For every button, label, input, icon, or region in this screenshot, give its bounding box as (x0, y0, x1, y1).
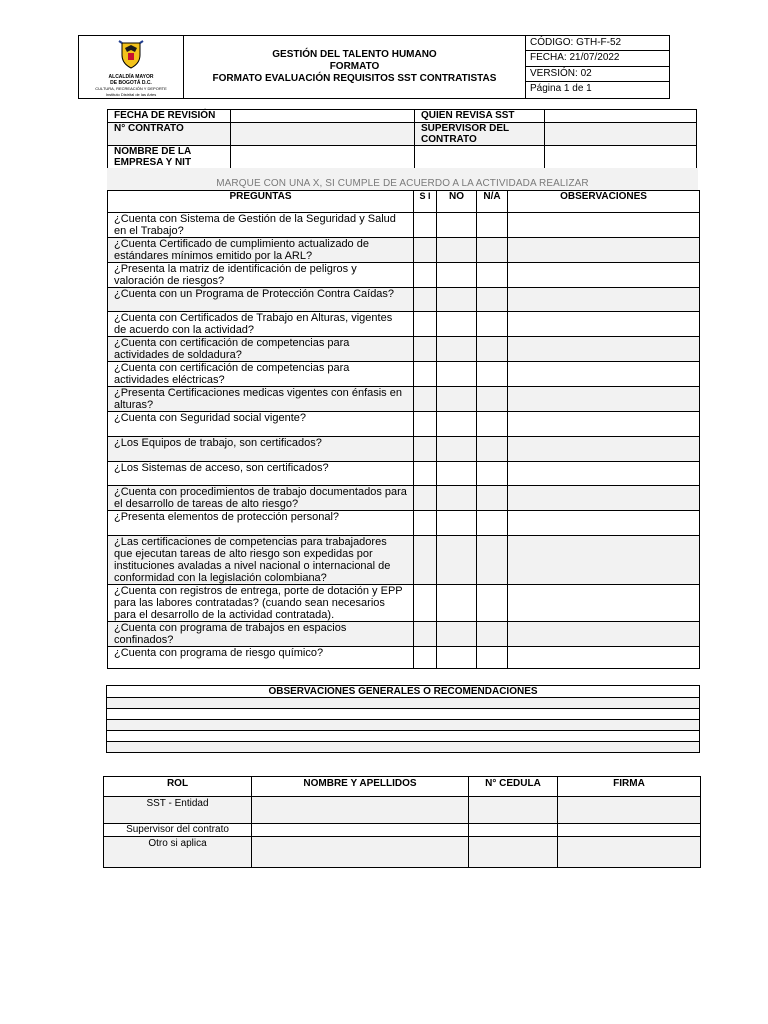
question-text: ¿Cuenta con Certificados de Trabajo en Alturas, vigentes de acuerdo con la actividad? (108, 312, 414, 337)
logo-text: ALCALDÍA MAYOR DE BOGOTÁ D.C. CULTURA, RECREACIÓN Y DEPORTE Instituto Distrital de las Artes (95, 74, 167, 97)
logo-cell (79, 36, 184, 99)
answer-na[interactable] (477, 622, 508, 647)
answer-na[interactable] (477, 511, 508, 536)
signature-field[interactable] (558, 797, 701, 824)
observation-line[interactable] (107, 731, 700, 742)
answer-si[interactable] (414, 412, 437, 437)
instruction-banner: MARQUE CON UNA X, SI CUMPLE DE ACUERDO A LA ACTIVIDADA REALIZAR (107, 168, 698, 190)
answer-no[interactable] (437, 288, 477, 312)
observation-field[interactable] (508, 585, 700, 622)
question-text: ¿Cuenta con procedimientos de trabajo documentados para el desarrollo de tareas de alto riesgo? (108, 486, 414, 511)
answer-na[interactable] (477, 213, 508, 238)
header-firma: FIRMA (558, 777, 701, 797)
id-field[interactable] (469, 837, 558, 868)
header-rol: ROL (104, 777, 252, 797)
id-field[interactable] (469, 824, 558, 837)
observation-field[interactable] (508, 387, 700, 412)
question-text: ¿Las certificaciones de competencias para trabajadores que ejecutan tareas de alto riesgo son expedidas por instituciones avaladas a nivel nacional o internacional de conformidad con la legislación colombiana? (108, 536, 414, 585)
role-label: Supervisor del contrato (104, 824, 252, 837)
date-label: FECHA: 21/07/2022 (526, 51, 670, 66)
header-no: NO (437, 191, 477, 213)
general-observations-table (106, 685, 700, 753)
observation-field[interactable] (508, 362, 700, 387)
code-label: CÓDIGO: GTH-F-52 (526, 36, 670, 51)
header-na: N/A (477, 191, 508, 213)
answer-na[interactable] (477, 412, 508, 437)
answer-si[interactable] (414, 362, 437, 387)
answer-si[interactable] (414, 288, 437, 312)
answer-si[interactable] (414, 312, 437, 337)
question-text: ¿Cuenta con Seguridad social vigente? (108, 412, 414, 437)
review-date-field[interactable] (231, 110, 415, 123)
question-text: ¿Cuenta con programa de riesgo químico? (108, 647, 414, 669)
answer-si[interactable] (414, 511, 437, 536)
review-date-label: FECHA DE REVISIÓN (108, 110, 231, 123)
observation-field[interactable] (508, 437, 700, 462)
supervisor-field[interactable] (545, 123, 697, 146)
question-text: ¿Presenta elementos de protección personal? (108, 511, 414, 536)
name-field[interactable] (252, 797, 469, 824)
observation-field[interactable] (508, 511, 700, 536)
question-text: ¿Presenta la matriz de identificación de peligros y valoración de riesgos? (108, 263, 414, 288)
answer-si[interactable] (414, 647, 437, 669)
supervisor-label: SUPERVISOR DEL CONTRATO (415, 123, 545, 146)
answer-na[interactable] (477, 387, 508, 412)
answer-si[interactable] (414, 486, 437, 511)
answer-no[interactable] (437, 536, 477, 585)
observation-field[interactable] (508, 412, 700, 437)
answer-no[interactable] (437, 362, 477, 387)
version-label: VERSIÓN: 02 (526, 66, 670, 81)
observation-field[interactable] (508, 263, 700, 288)
signature-field[interactable] (558, 837, 701, 868)
company-field[interactable] (231, 146, 415, 169)
answer-na[interactable] (477, 263, 508, 288)
answer-no[interactable] (437, 312, 477, 337)
name-field[interactable] (252, 824, 469, 837)
answer-na[interactable] (477, 462, 508, 486)
answer-si[interactable] (414, 337, 437, 362)
answer-no[interactable] (437, 412, 477, 437)
observation-line[interactable] (107, 720, 700, 731)
question-text: ¿Presenta Certificaciones medicas vigentes con énfasis en alturas? (108, 387, 414, 412)
question-text: ¿Cuenta con Sistema de Gestión de la Seguridad y Salud en el Trabajo? (108, 213, 414, 238)
question-text: ¿Cuenta con registros de entrega, porte de dotación y EPP para las labores contratadas? (cuando sean necesarios para el desarrollo de la actividad contratada). (108, 585, 414, 622)
answer-no[interactable] (437, 337, 477, 362)
header-nombre: NOMBRE Y APELLIDOS (252, 777, 469, 797)
header-si: S I (414, 191, 437, 213)
answer-no[interactable] (437, 622, 477, 647)
reviewer-field[interactable] (545, 110, 697, 123)
observation-line[interactable] (107, 698, 700, 709)
observation-field[interactable] (508, 238, 700, 263)
observation-field[interactable] (508, 337, 700, 362)
role-label: SST - Entidad (104, 797, 252, 824)
signatures-table (103, 776, 701, 868)
observation-field[interactable] (508, 312, 700, 337)
question-text: ¿Los Equipos de trabajo, son certificados? (108, 437, 414, 462)
contract-number-field[interactable] (231, 123, 415, 146)
answer-na[interactable] (477, 288, 508, 312)
answer-no[interactable] (437, 647, 477, 669)
answer-no[interactable] (437, 213, 477, 238)
answer-no[interactable] (437, 387, 477, 412)
answer-si[interactable] (414, 437, 437, 462)
bogota-coat-of-arms-icon (116, 40, 146, 70)
answer-na[interactable] (477, 486, 508, 511)
reviewer-label: QUIEN REVISA SST (415, 110, 545, 123)
question-text: ¿Cuenta con certificación de competencias para actividades de soldadura? (108, 337, 414, 362)
header-observaciones: OBSERVACIONES (508, 191, 700, 213)
signature-field[interactable] (558, 824, 701, 837)
page-number: Página 1 de 1 (526, 82, 670, 99)
answer-no[interactable] (437, 238, 477, 263)
observation-line[interactable] (107, 742, 700, 753)
answer-na[interactable] (477, 238, 508, 263)
document-title: GESTIÓN DEL TALENTO HUMANO FORMATO FORMATO EVALUACIÓN REQUISITOS SST CONTRATISTAS (184, 36, 526, 99)
empty-cell (545, 146, 697, 169)
observation-line[interactable] (107, 709, 700, 720)
question-text: ¿Cuenta Certificado de cumplimiento actualizado de estándares mínimos emitido por la ARL? (108, 238, 414, 263)
review-info-table (107, 109, 697, 169)
answer-si[interactable] (414, 238, 437, 263)
answer-no[interactable] (437, 486, 477, 511)
answer-na[interactable] (477, 312, 508, 337)
answer-na[interactable] (477, 647, 508, 669)
contract-number-label: N° CONTRATO (108, 123, 231, 146)
general-observations-title: OBSERVACIONES GENERALES O RECOMENDACIONES (107, 686, 700, 698)
question-text: ¿Cuenta con certificación de competencias para actividades eléctricas? (108, 362, 414, 387)
answer-na[interactable] (477, 585, 508, 622)
answer-no[interactable] (437, 437, 477, 462)
answer-si[interactable] (414, 213, 437, 238)
answer-no[interactable] (437, 511, 477, 536)
observation-field[interactable] (508, 486, 700, 511)
observation-field[interactable] (508, 288, 700, 312)
answer-si[interactable] (414, 622, 437, 647)
observation-field[interactable] (508, 647, 700, 669)
answer-no[interactable] (437, 462, 477, 486)
observation-field[interactable] (508, 536, 700, 585)
id-field[interactable] (469, 797, 558, 824)
answer-no[interactable] (437, 263, 477, 288)
answer-na[interactable] (477, 437, 508, 462)
question-text: ¿Cuenta con programa de trabajos en espacios confinados? (108, 622, 414, 647)
answer-na[interactable] (477, 536, 508, 585)
header-preguntas: PREGUNTAS (108, 191, 414, 213)
name-field[interactable] (252, 837, 469, 868)
answer-si[interactable] (414, 462, 437, 486)
answer-no[interactable] (437, 585, 477, 622)
answer-na[interactable] (477, 362, 508, 387)
answer-si[interactable] (414, 536, 437, 585)
questions-table (107, 190, 700, 669)
document-header (78, 35, 670, 99)
answer-na[interactable] (477, 337, 508, 362)
header-cedula: N° CEDULA (469, 777, 558, 797)
observation-field[interactable] (508, 213, 700, 238)
observation-field[interactable] (508, 622, 700, 647)
question-text: ¿Los Sistemas de acceso, son certificados? (108, 462, 414, 486)
role-label: Otro si aplica (104, 837, 252, 868)
empty-cell (415, 146, 545, 169)
question-text: ¿Cuenta con un Programa de Protección Contra Caídas? (108, 288, 414, 312)
answer-si[interactable] (414, 585, 437, 622)
answer-si[interactable] (414, 387, 437, 412)
observation-field[interactable] (508, 462, 700, 486)
company-label: NOMBRE DE LA EMPRESA Y NIT (108, 146, 231, 169)
answer-si[interactable] (414, 263, 437, 288)
